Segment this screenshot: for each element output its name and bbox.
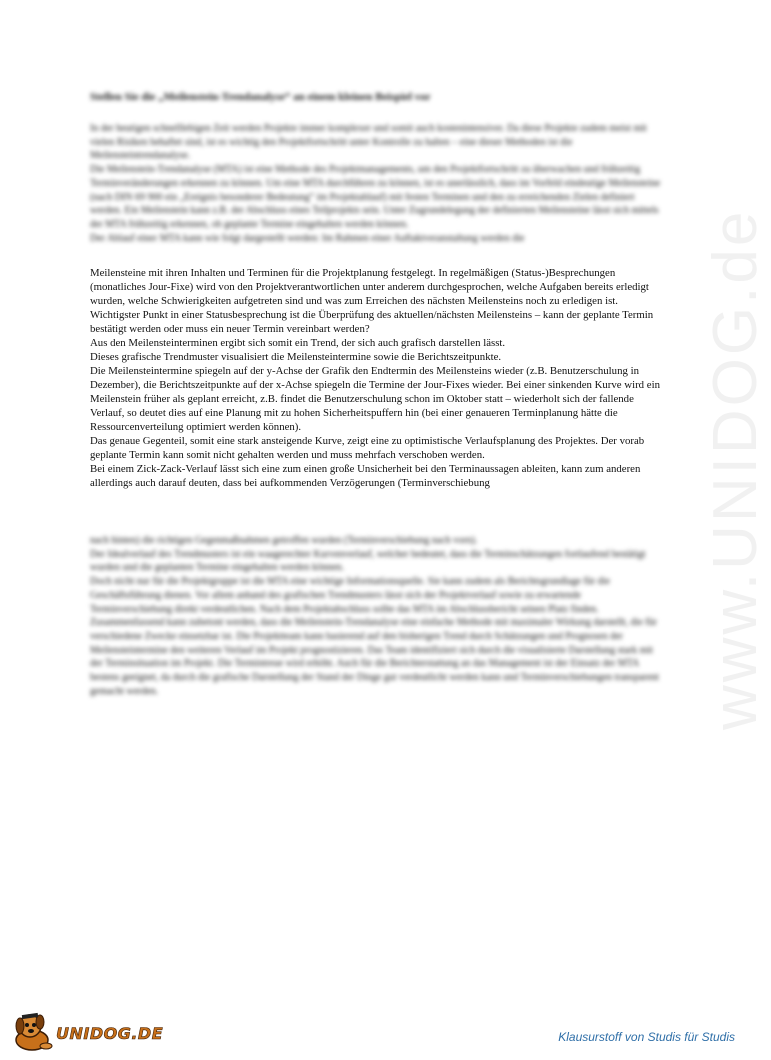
footer-tagline: Klausurstoff von Studis für Studis bbox=[558, 1030, 735, 1044]
outro-blurred-text bbox=[90, 534, 662, 698]
outro-paragraph: Doch nicht nur für die Projektgruppe ist die MTA eine wichtige Informationsquelle. Sie kann zudem als Berichtsgrundlage für die Geschäftsführung dienen. Vor allem anhand des grafischen Trendmusters lässt sich der Projektverlauf sowie zu erwartende Terminverschiebung direkt verdeutlichen. Nach dem Projektabschluss sollte das MTA im Abschlussbericht seinen Platz finden. bbox=[90, 576, 610, 615]
paragraph: Bei einem Zick-Zack-Verlauf lässt sich eine zum einen große Unsicherheit bei den Terminaussagen ableiten, kann zum anderen allerdings auch darauf deuten, dass bei aufkommenden Verzögerungen (Terminverschiebung bbox=[90, 463, 641, 489]
paragraph: Das genaue Gegenteil, somit eine stark ansteigende Kurve, zeigt eine zu optimistische Verlaufsplanung des Projektes. Der vorab geplante Termin kann somit nicht gehalten werden und muss mehrfach verschoben werden. bbox=[90, 435, 645, 461]
paragraph: Die Meilensteintermine spiegeln auf der y-Achse der Grafik den Endtermin des Meilensteins wieder (z.B. Benutzerschulung in Dezember), die Berichtszeitpunkte auf der x-Achse spiegeln die Termine der Jour-Fixes wieder. Bei einer sinkenden Kurve wird ein Meilenstein früher als geplant erreicht, z.B. findet die Benutzerschulung schon im Oktober statt – wiederholt sich der fallende Verlauf, so deutet dies auf eine Planung mit zu hohen Sicherheitspuffern hin (bei einer genaueren Terminplanung hätte die Ressourcenverteilung optimiert werden können). bbox=[90, 365, 660, 433]
paragraph: Aus den Meilensteinterminen ergibt sich somit ein Trend, der sich auch grafisch darstellen lässt. bbox=[90, 337, 506, 349]
logo-text: UNIDOG.DE bbox=[56, 1024, 164, 1043]
outro-paragraph: Zusammenfassend kann zubetont werden, dass die Meilenstein-Trendanalyse eine einfache Methode mit maximaler Wirkung darstellt, die für verschiedene Zwecke einsetzbar ist. Die Projektteam kann basierend auf den bisherigen Trend durch Schätzungen und Prognosen der Meilensteintermine den weiteren Verlauf im Projekt prognostizieren. Das Team identifiziert sich durch die visualisierte Darstellung stark mit der Terminsituation im Projekt. Die Termintreue wird erhöht. Auch für die Berichterstattung an das Management ist der Einsatz der MTA bestens geeignet, da durch die grafische Darstellung der Stand der Dinge gut verdeutlicht werden kann und Terminverschiebungen transparent gemacht werden. bbox=[90, 617, 659, 697]
unidog-logo[interactable] bbox=[10, 1010, 164, 1050]
watermark: www.UNIDOG.de bbox=[701, 208, 770, 730]
intro-blurred-text bbox=[90, 122, 662, 245]
outro-paragraph: nach hinten) die richtigen Gegenmaßnahmen getroffen wurden (Terminverschiebung nach vorn). bbox=[90, 535, 478, 546]
intro-paragraph: Der Ablauf einer MTA kann wie folgt dargestellt werden: Im Rahmen einer Auftaktveranstaltung werden die bbox=[90, 232, 525, 244]
intro-paragraph: In der heutigen schnelllebigen Zeit werden Projekte immer komplexer und somit auch kostenintensiver. Da diese Projekte zudem meist mit vielen Risiken behaftet sind, ist es wichtig den Projektfortschritt unter Kontrolle zu halten – eine dieser Methoden ist die Meilensteintrendanalyse. bbox=[90, 123, 647, 162]
visible-text-block bbox=[90, 266, 670, 490]
paragraph: Dieses grafische Trendmuster visualisiert die Meilensteintermine sowie die Berichtszeitpunkte. bbox=[90, 351, 502, 363]
paragraph: Wichtigster Punkt in einer Statusbesprechung ist die Überprüfung des aktuellen/nächsten Meilensteins – kann der geplante Termin bestätigt werden oder muss ein neuer Termin vereinbart werden? bbox=[90, 309, 654, 335]
outro-paragraph: Der Idealverlauf des Trendmusters ist ein waagerechter Kurvenverlauf, welcher bedeutet, dass die Terminschätzungen fortlaufend bestätigt wurden und die geplanten Termine eingehalten werden können. bbox=[90, 548, 646, 574]
dog-mascot-icon bbox=[10, 1010, 56, 1052]
page-title: Stellen Sie die „Meilenstein-Trendanalyse“ an einem kleinen Beispiel vor bbox=[90, 91, 431, 103]
paragraph: Meilensteine mit ihren Inhalten und Terminen für die Projektplanung festgelegt. In regelmäßigen (Status-)Besprechungen (monatliches Jour-Fixe) wird von den Projektverantwortlichen unter anderem durchgesprochen, welche Aufgaben bereits erledigt wurden, welche Schwierigkeiten aufgetreten sind und was zum Erreichen des nächsten Meilensteins noch zu erledigen ist. bbox=[90, 267, 649, 307]
intro-paragraph: Die Meilenstein-Trendanalyse (MTA) ist eine Methode des Projektmanagements, um den Projektfortschritt zu überwachen und frühzeitig Terminveränderungen erkennen zu können. Um eine MTA durchführen zu können, ist es unerlässlich, dass im Vorfeld eindeutige Meilensteine (nach DIN 69 900 ein „Ereignis besonderer Bedeutung“ im Projektablauf) mit festen Terminen und den zu erreichenden Zielen definiert werden. Ein Meilenstein kann z.B. der Abschluss eines Teilprojekts sein. Unter Zugrundelegung der definierten Meilensteine lässt sich mittels der MTA frühzeitig erkennen, ob geplante Termine eingehalten werden können. bbox=[90, 164, 661, 230]
